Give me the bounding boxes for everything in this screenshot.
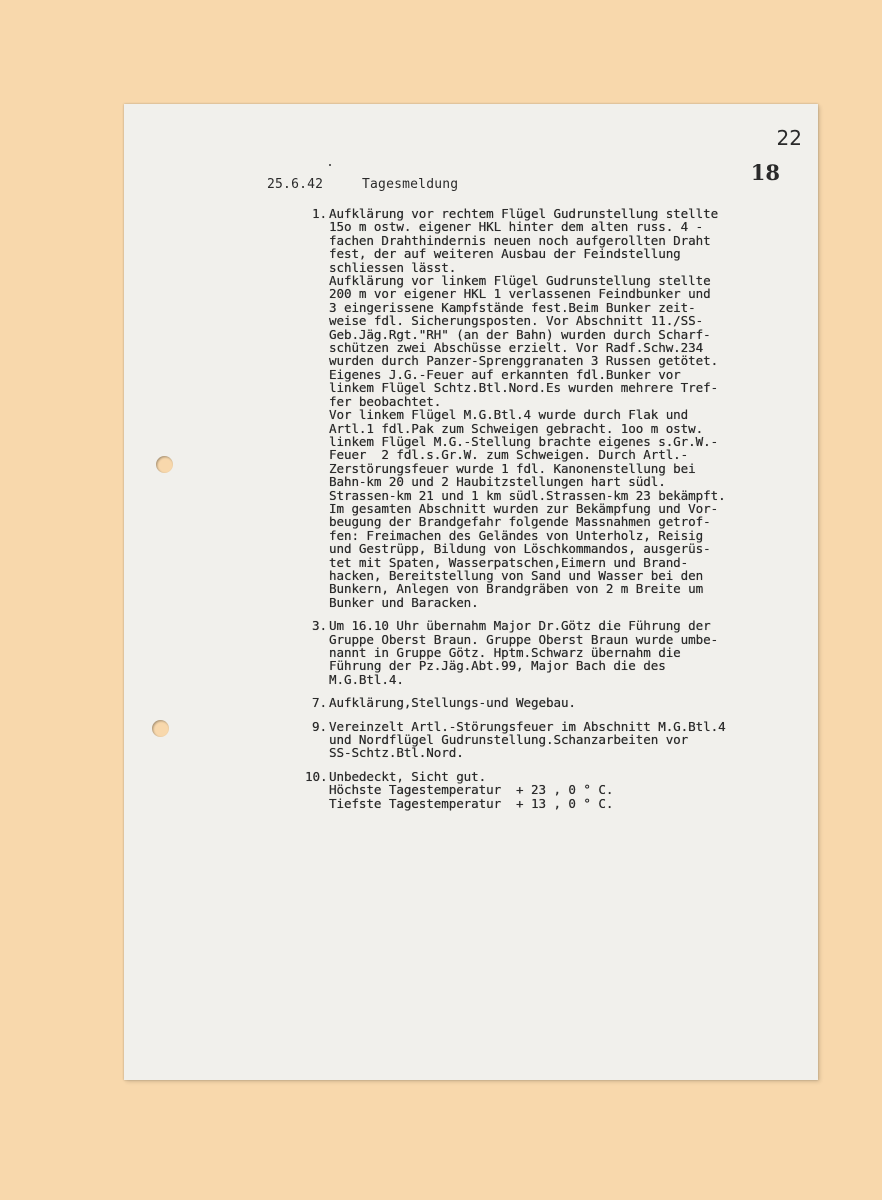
item-paragraph: Unbedeckt, Sicht gut. Höchste Tagestemperatur + 23 , 0 ° C. Tiefste Tagestemperatur + 13 , 0 ° C. [329, 768, 614, 811]
item-paragraph: Aufklärung,Stellungs-und Wegebau. [329, 695, 576, 711]
report-item-3 [312, 618, 817, 687]
item-paragraph: Vor linkem Flügel M.G.Btl.4 wurde durch Flak und Artl.1 fdl.Pak zum Schweigen gebracht. 1oo m ostw. linkem Flügel M.G.-Stellung brachte eigenes s.Gr.W.- Feuer 2 fdl.s.Gr.W. zum Schweigen. Durch Artl.- Zerstörungsfeuer wurde 1 fdl. Kanonenstellung bei Bahn-km 20 und 2 Haubitzstellungen hart südl. Strassen-km 21 und 1 km südl.Strassen-km 23 bekämpft. Im gesamten Abschnitt wurden zur Bekämpfung und Vor- beugung der Brandgefahr folgende Massnahmen getrof- fen: Freimachen des Geländes von Unterholz, Reisig und Gestrüpp, Bildung von Löschkommandos, ausgerüs- tet mit Spaten, Wasserpatschen,Eimern und Brand- hacken, Bereitstellung von Sand und Wasser bei den Bunkern, Anlegen von Brandgräben von 2 m Breite um Bunker und Baracken. [329, 407, 726, 610]
page-number-top: 22 [776, 126, 802, 150]
item-paragraph: Aufklärung vor rechtem Flügel Gudrunstellung stellte 15o m ostw. eigener HKL hinter dem alten russ. 4 - fachen Drahthindernis neuen noch aufgerollten Draht fest, der auf weiteren Ausbau der Feindstellung schliessen lässt. [329, 206, 719, 275]
item-number: 7. [312, 695, 327, 711]
item-number: 3. [312, 618, 327, 634]
item-paragraph: Um 16.10 Uhr übernahm Major Dr.Götz die Führung der Gruppe Oberst Braun. Gruppe Oberst Braun wurde umbe- nannt in Gruppe Götz. Hptm.Schwarz übernahm die Führung der Pz.Jäg.Abt.99, Major Bach die des M.G.Btl.4. [329, 618, 719, 687]
report-item-9 [312, 718, 817, 761]
report-item-1 [312, 206, 817, 610]
punch-hole-bottom [152, 720, 169, 737]
item-number: 10. [305, 768, 328, 784]
item-number: 1. [312, 206, 327, 221]
report-item-7 [312, 695, 817, 711]
punch-hole-top [156, 456, 173, 473]
report-date: 25.6.42 [267, 177, 324, 192]
item-paragraph: Vereinzelt Artl.-Störungsfeuer im Abschnitt M.G.Btl.4 und Nordflügel Gudrunstellung.Schanzarbeiten vor SS-Schtz.Btl.Nord. [329, 718, 726, 761]
report-item-10 [305, 768, 817, 811]
report-body [305, 206, 817, 820]
ink-mark [329, 164, 331, 166]
page-number-stamp: 18 [750, 160, 780, 185]
document-page [124, 104, 818, 1080]
item-paragraph: Aufklärung vor linkem Flügel Gudrunstellung stellte 200 m vor eigener HKL 1 verlassenen Feindbunker und 3 eingerissene Kampfstände fest.Beim Bunker zeit- weise fdl. Sicherungsposten. Vor Abschnitt 11./SS- Geb.Jäg.Rgt."RH" (an der Bahn) wurden durch Scharf- schützen zwei Abschüsse erzielt. Vor Radf.Schw.234 wurden durch Panzer-Sprenggranaten 3 Russen getötet. Eigenes J.G.-Feuer auf erkannten fdl.Bunker vor linkem Flügel Schtz.Btl.Nord.Es wurden mehrere Tref- fer beobachtet. [329, 273, 719, 409]
item-number: 9. [312, 718, 327, 734]
report-title: Tagesmeldung [362, 177, 459, 192]
